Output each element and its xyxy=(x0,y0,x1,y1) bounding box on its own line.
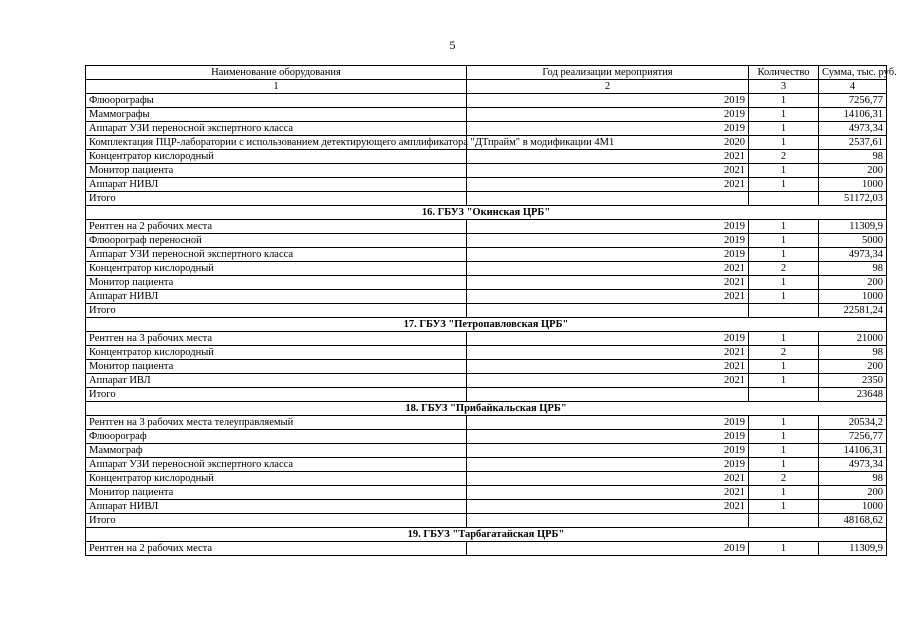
table-row xyxy=(86,374,887,388)
sum-value: 14106,31 xyxy=(819,444,887,458)
quantity: 1 xyxy=(749,234,819,248)
sum-value: 20534,2 xyxy=(819,416,887,430)
quantity: 1 xyxy=(749,500,819,514)
implementation-year: 2021 xyxy=(467,374,749,388)
header-row xyxy=(86,66,887,80)
quantity xyxy=(749,514,819,528)
implementation-year xyxy=(467,388,749,402)
table-row xyxy=(86,178,887,192)
sum-value: 48168,62 xyxy=(819,514,887,528)
table-row xyxy=(86,416,887,430)
table-row xyxy=(86,500,887,514)
sum-value: 5000 xyxy=(819,234,887,248)
section-header-row xyxy=(86,528,887,542)
sum-value: 98 xyxy=(819,346,887,360)
equipment-name: Рентген на 2 рабочих места xyxy=(86,220,467,234)
quantity: 1 xyxy=(749,458,819,472)
implementation-year: 2021 xyxy=(467,164,749,178)
equipment-name: Комплектация ПЦР-лаборатории с использованием детектирующего амплификатора "ДТпрайм" в модификации 4М1 xyxy=(86,136,467,150)
table-row xyxy=(86,136,887,150)
total-row xyxy=(86,192,887,206)
quantity xyxy=(749,192,819,206)
implementation-year: 2021 xyxy=(467,360,749,374)
quantity: 1 xyxy=(749,444,819,458)
equipment-name: Аппарат НИВЛ xyxy=(86,500,467,514)
equipment-name: Итого xyxy=(86,514,467,528)
implementation-year: 2021 xyxy=(467,276,749,290)
quantity: 1 xyxy=(749,276,819,290)
implementation-year: 2019 xyxy=(467,458,749,472)
column-number: 2 xyxy=(467,80,749,94)
equipment-name: Флюорографы xyxy=(86,94,467,108)
column-number-row xyxy=(86,80,887,94)
sum-value: 11309,9 xyxy=(819,220,887,234)
quantity xyxy=(749,388,819,402)
sum-value: 4973,34 xyxy=(819,248,887,262)
implementation-year: 2019 xyxy=(467,234,749,248)
section-header-row xyxy=(86,402,887,416)
sum-value: 200 xyxy=(819,486,887,500)
header-sum: Сумма, тыс. руб. xyxy=(819,66,887,80)
sum-value: 200 xyxy=(819,360,887,374)
implementation-year: 2021 xyxy=(467,178,749,192)
quantity: 1 xyxy=(749,122,819,136)
equipment-name: Концентратор кислородный xyxy=(86,346,467,360)
table-row xyxy=(86,108,887,122)
column-number: 3 xyxy=(749,80,819,94)
sum-value: 98 xyxy=(819,472,887,486)
implementation-year: 2021 xyxy=(467,486,749,500)
table-row xyxy=(86,164,887,178)
quantity: 1 xyxy=(749,360,819,374)
quantity: 1 xyxy=(749,108,819,122)
table-row xyxy=(86,94,887,108)
table-row xyxy=(86,360,887,374)
implementation-year: 2021 xyxy=(467,346,749,360)
equipment-name: Аппарат УЗИ переносной экспертного класса xyxy=(86,248,467,262)
table-row xyxy=(86,472,887,486)
equipment-name: Аппарат НИВЛ xyxy=(86,290,467,304)
table-row xyxy=(86,150,887,164)
table-row xyxy=(86,248,887,262)
quantity: 1 xyxy=(749,542,819,556)
implementation-year: 2019 xyxy=(467,542,749,556)
header-name: Наименование оборудования xyxy=(86,66,467,80)
implementation-year: 2021 xyxy=(467,500,749,514)
table-row xyxy=(86,542,887,556)
equipment-name: Монитор пациента xyxy=(86,360,467,374)
total-row xyxy=(86,514,887,528)
table-row xyxy=(86,486,887,500)
sum-value: 200 xyxy=(819,276,887,290)
implementation-year: 2021 xyxy=(467,472,749,486)
implementation-year: 2021 xyxy=(467,290,749,304)
equipment-name: Рентген на 3 рабочих места телеуправляемый xyxy=(86,416,467,430)
table-row xyxy=(86,346,887,360)
equipment-table xyxy=(85,65,897,556)
quantity xyxy=(749,304,819,318)
section-header-row xyxy=(86,206,887,220)
sum-value: 11309,9 xyxy=(819,542,887,556)
table-row xyxy=(86,290,887,304)
implementation-year: 2021 xyxy=(467,150,749,164)
quantity: 1 xyxy=(749,248,819,262)
quantity: 1 xyxy=(749,136,819,150)
quantity: 1 xyxy=(749,164,819,178)
sum-value: 1000 xyxy=(819,500,887,514)
equipment-name: Флюорограф переносной xyxy=(86,234,467,248)
equipment-name: Рентген на 2 рабочих места xyxy=(86,542,467,556)
equipment-name: Монитор пациента xyxy=(86,164,467,178)
sum-value: 98 xyxy=(819,150,887,164)
header-year: Год реализации мероприятия xyxy=(467,66,749,80)
sum-value: 7256,77 xyxy=(819,94,887,108)
implementation-year: 2020 xyxy=(467,136,749,150)
implementation-year: 2019 xyxy=(467,248,749,262)
equipment-name: Концентратор кислородный xyxy=(86,150,467,164)
quantity: 2 xyxy=(749,346,819,360)
quantity: 1 xyxy=(749,486,819,500)
sum-value: 2350 xyxy=(819,374,887,388)
sum-value: 4973,34 xyxy=(819,122,887,136)
sum-value: 1000 xyxy=(819,290,887,304)
table-row xyxy=(86,276,887,290)
sum-value: 14106,31 xyxy=(819,108,887,122)
table-row xyxy=(86,234,887,248)
table-row xyxy=(86,220,887,234)
equipment-name: Итого xyxy=(86,304,467,318)
equipment-name: Аппарат УЗИ переносной экспертного класса xyxy=(86,458,467,472)
table-row xyxy=(86,332,887,346)
implementation-year: 2019 xyxy=(467,430,749,444)
implementation-year xyxy=(467,304,749,318)
implementation-year: 2019 xyxy=(467,122,749,136)
implementation-year: 2019 xyxy=(467,220,749,234)
table-row xyxy=(86,262,887,276)
sum-value: 21000 xyxy=(819,332,887,346)
sum-value: 23648 xyxy=(819,388,887,402)
sum-value: 2537,61 xyxy=(819,136,887,150)
implementation-year xyxy=(467,514,749,528)
implementation-year: 2019 xyxy=(467,444,749,458)
quantity: 1 xyxy=(749,430,819,444)
equipment-name: Итого xyxy=(86,388,467,402)
equipment-name: Флюорограф xyxy=(86,430,467,444)
section-header-row xyxy=(86,318,887,332)
equipment-name: Рентген на 3 рабочих места xyxy=(86,332,467,346)
header-quantity: Количество xyxy=(749,66,819,80)
sum-value: 200 xyxy=(819,164,887,178)
total-row xyxy=(86,304,887,318)
implementation-year: 2021 xyxy=(467,262,749,276)
quantity: 1 xyxy=(749,332,819,346)
section-title: 19. ГБУЗ "Тарбагатайская ЦРБ" xyxy=(86,528,887,542)
equipment-name: Аппарат НИВЛ xyxy=(86,178,467,192)
section-title: 16. ГБУЗ "Окинская ЦРБ" xyxy=(86,206,887,220)
total-row xyxy=(86,388,887,402)
quantity: 2 xyxy=(749,472,819,486)
implementation-year: 2019 xyxy=(467,416,749,430)
sum-value: 98 xyxy=(819,262,887,276)
table-row xyxy=(86,122,887,136)
equipment-name: Аппарат УЗИ переносной экспертного класса xyxy=(86,122,467,136)
table-row xyxy=(86,458,887,472)
quantity: 1 xyxy=(749,94,819,108)
sum-value: 1000 xyxy=(819,178,887,192)
quantity: 1 xyxy=(749,290,819,304)
equipment-name: Концентратор кислородный xyxy=(86,472,467,486)
implementation-year xyxy=(467,192,749,206)
page-number: 5 xyxy=(449,38,456,52)
quantity: 1 xyxy=(749,220,819,234)
quantity: 1 xyxy=(749,374,819,388)
column-number: 4 xyxy=(819,80,887,94)
sum-value: 7256,77 xyxy=(819,430,887,444)
implementation-year: 2019 xyxy=(467,332,749,346)
sum-value: 4973,34 xyxy=(819,458,887,472)
table-body xyxy=(86,94,887,556)
equipment-name: Монитор пациента xyxy=(86,486,467,500)
section-title: 18. ГБУЗ "Прибайкальская ЦРБ" xyxy=(86,402,887,416)
quantity: 1 xyxy=(749,178,819,192)
equipment-name: Аппарат ИВЛ xyxy=(86,374,467,388)
equipment-name: Маммограф xyxy=(86,444,467,458)
sum-value: 22581,24 xyxy=(819,304,887,318)
table-row xyxy=(86,444,887,458)
implementation-year: 2019 xyxy=(467,94,749,108)
sum-value: 51172,03 xyxy=(819,192,887,206)
equipment-name: Итого xyxy=(86,192,467,206)
table-row xyxy=(86,430,887,444)
section-title: 17. ГБУЗ "Петропавловская ЦРБ" xyxy=(86,318,887,332)
equipment-name: Концентратор кислородный xyxy=(86,262,467,276)
column-number: 1 xyxy=(86,80,467,94)
quantity: 2 xyxy=(749,262,819,276)
equipment-name: Монитор пациента xyxy=(86,276,467,290)
implementation-year: 2019 xyxy=(467,108,749,122)
quantity: 1 xyxy=(749,416,819,430)
quantity: 2 xyxy=(749,150,819,164)
equipment-name: Маммографы xyxy=(86,108,467,122)
